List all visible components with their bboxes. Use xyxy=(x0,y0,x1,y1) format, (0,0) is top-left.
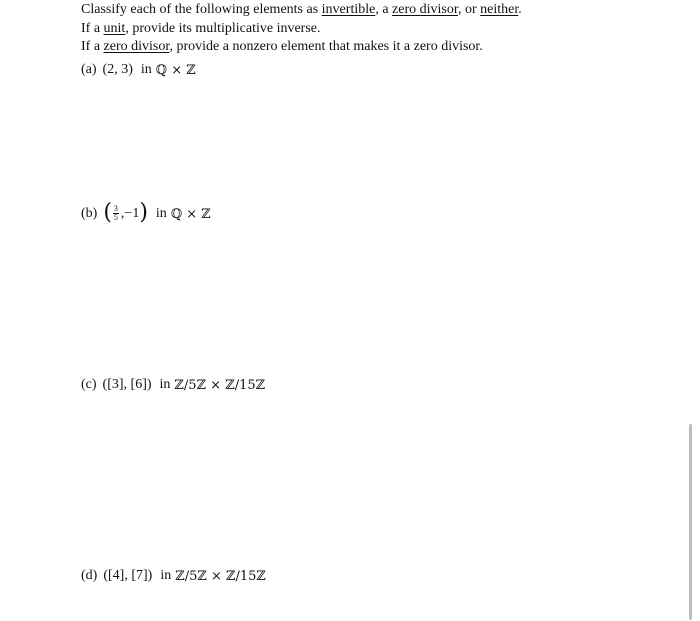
problem-element xyxy=(103,200,148,225)
in-word: in xyxy=(159,377,171,392)
problem-a xyxy=(81,62,196,78)
instruction-text: Classify each of the following elements as xyxy=(81,2,322,17)
problem-d xyxy=(81,568,266,584)
in-word: in xyxy=(155,206,167,221)
problem-element: ([4], [7]) xyxy=(103,568,153,583)
problem-c xyxy=(81,377,265,393)
term-neither: neither xyxy=(480,2,519,17)
instruction-text: If a xyxy=(81,39,104,54)
instructions xyxy=(81,1,522,57)
instruction-text: , a xyxy=(375,2,393,17)
term-unit: unit xyxy=(103,20,126,36)
term-invertible: invertible xyxy=(321,2,376,17)
instruction-line-3 xyxy=(81,38,522,57)
ring-expression: ℚ × ℤ xyxy=(155,62,196,78)
term-zero-divisor: zero divisor xyxy=(103,39,170,54)
in-word: in xyxy=(140,62,152,77)
instruction-text: If a xyxy=(81,20,104,36)
instruction-line-1 xyxy=(81,1,522,20)
element-second-component: ,−1 xyxy=(120,206,140,221)
instruction-text: . xyxy=(518,2,522,17)
ring-expression: ℤ/5ℤ × ℤ/15ℤ xyxy=(174,377,266,393)
problem-label: (a) xyxy=(81,62,97,77)
in-word: in xyxy=(160,568,172,583)
fraction-numerator: 3 xyxy=(113,203,118,213)
problem-element: ([3], [6]) xyxy=(102,377,152,392)
vertical-scrollbar[interactable] xyxy=(689,424,692,620)
problem-label: (b) xyxy=(81,206,98,221)
problem-element: (2, 3) xyxy=(102,62,133,77)
fraction xyxy=(113,205,119,222)
close-paren: ) xyxy=(139,200,148,225)
instruction-line-2 xyxy=(81,20,522,39)
term-zero-divisor: zero divisor xyxy=(392,2,458,17)
instruction-text: , provide a nonzero element that makes it a zero divisor. xyxy=(169,39,483,54)
ring-expression: ℚ × ℤ xyxy=(170,206,211,222)
instruction-text: , or xyxy=(457,2,481,17)
fraction-denominator: 5 xyxy=(113,212,118,222)
problem-label: (c) xyxy=(81,377,97,392)
problem-label: (d) xyxy=(81,568,98,583)
ring-expression: ℤ/5ℤ × ℤ/15ℤ xyxy=(175,568,266,584)
open-paren: ( xyxy=(103,200,112,225)
problem-b xyxy=(81,200,211,225)
instruction-text: , provide its multiplicative inverse. xyxy=(125,20,321,36)
